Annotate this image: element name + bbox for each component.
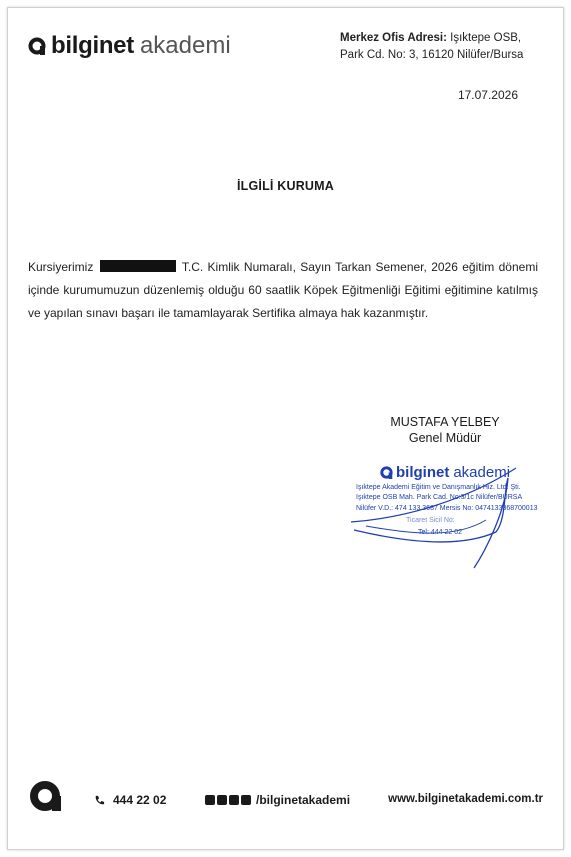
redacted-id-number [100, 260, 176, 272]
stamp-logo [380, 464, 510, 481]
signer-title: Genel Müdür [408, 431, 482, 445]
office-line1: Işıktepe OSB, [450, 32, 522, 44]
stamp-brand: bilginet [396, 464, 450, 481]
office-line2: Park Cd. No: 3, 16120 Nilüfer/Bursa [340, 49, 524, 61]
youtube-icon [241, 795, 251, 805]
footer-phone-text: 444 22 02 [113, 793, 167, 807]
stamp-logo-mark-icon [380, 466, 393, 479]
stamp-line1: Işıktepe Akademi Eğitim ve Danışmanlık Hiz. Ltd. Şti. [356, 484, 521, 491]
stamp-brand-sub: akademi [453, 464, 511, 481]
logo-brand-text: bilginet [51, 32, 134, 59]
signer-block [360, 414, 530, 446]
instagram-icon [205, 795, 215, 805]
stamp-line5: Tel: 444 22 02 [418, 529, 462, 536]
linkedin-icon [229, 795, 239, 805]
stamp-line3: Nilüfer V.D.: 474 133 3687 Mersis No: 0474133368700013 [356, 505, 538, 512]
stamp-line4: Ticaret Sicil No: [406, 517, 455, 524]
phone-icon [94, 795, 105, 806]
stamp-line2: Işıktepe OSB Mah. Park Cad. No:3/1c Nilüfer/BURSA [356, 494, 523, 501]
recipient-heading: İLGİLİ KURUMA [236, 179, 335, 193]
signer-name: MUSTAFA YELBEY [390, 415, 500, 429]
facebook-icon [217, 795, 227, 805]
footer-social[interactable] [205, 793, 350, 807]
footer-social-handle: /bilginetakademi [256, 793, 351, 807]
company-logo [28, 32, 231, 60]
footer-logo-icon [28, 777, 64, 813]
logo-mark-icon [28, 37, 46, 55]
company-stamp [346, 460, 541, 580]
footer-phone[interactable] [94, 793, 166, 807]
office-label: Merkez Ofis Adresi: [340, 32, 447, 44]
body-part2: T.C. Kimlik Numaralı, Sayın Tarkan Semener, 2026 eğitim dönemi içinde kurumumuzun düzenlemiş olduğu 60 saatlik Köpek Eğitmenliği Eğitimi eğitimine katılmış ve yapılan sınavı başarı ile tamamlayarak Sertifika almaya hak kazanmıştır. [28, 260, 538, 320]
logo-sub-text: akademi [139, 32, 231, 59]
document-date: 17.07.2026 [457, 88, 518, 102]
body-part1: Kursiyerimiz [28, 260, 94, 274]
office-address [340, 30, 550, 64]
footer-website-link[interactable]: www.bilginetakademi.com.tr [388, 793, 543, 805]
certificate-body [28, 256, 538, 325]
